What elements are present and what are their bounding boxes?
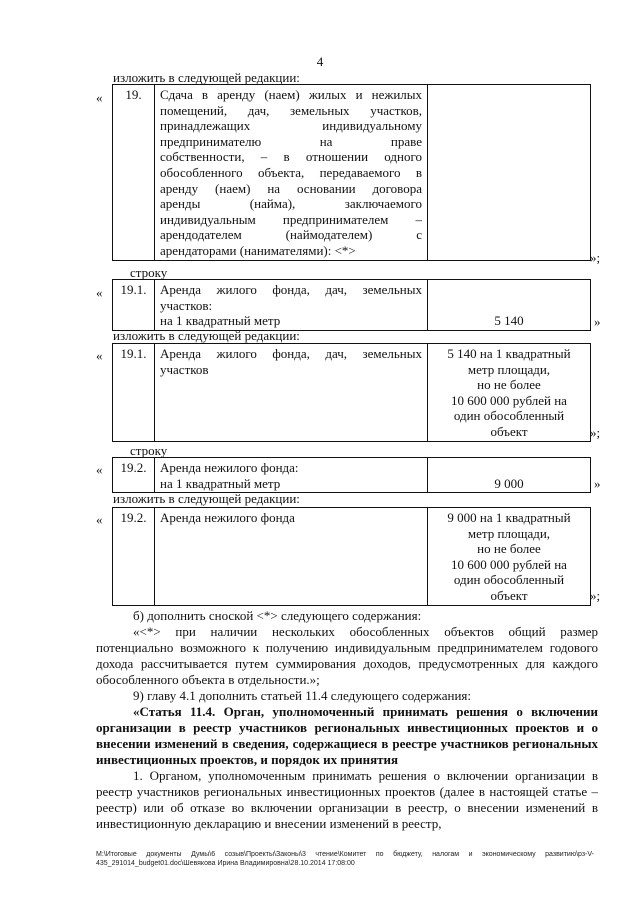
row-value (428, 85, 591, 261)
value-line: 9 000 на 1 квадратный (447, 510, 571, 525)
row-number: 19.2. (113, 458, 155, 493)
open-quote: « (96, 512, 103, 527)
article-title-text: «Статья 11.4. Орган, уполномоченный принимать решения о включении организации в реестр участников региональных инвестиционных проектов и о внесении изменений в сведения, содержащиеся в реестре участников региональных инвестиционных проектов, и порядок их принятия (96, 704, 598, 767)
table-row-19-2-old (112, 457, 591, 493)
desc-line: собственности, – в отношении одного (160, 149, 422, 165)
value-line: 5 140 на 1 квадратный (447, 346, 571, 361)
paragraph-text: 9) главу 4.1 дополнить статьей 11.4 следующего содержания: (133, 688, 472, 703)
desc-line: предпринимателю на праве (160, 133, 422, 149)
replace-label: изложить в следующей редакции: (113, 491, 300, 506)
paragraph-b (96, 608, 598, 624)
value-line: объект (490, 423, 528, 439)
row-description (155, 508, 428, 606)
desc-line: помещений, дач, земельных участков, (160, 102, 422, 118)
desc-line: на 1 квадратный метр (160, 475, 281, 491)
replace-label: изложить в следующей редакции: (113, 328, 300, 343)
row-label: строку (130, 443, 168, 458)
paragraph-text: б) дополнить сноской <*> следующего содержания: (133, 608, 422, 623)
paragraph-9 (96, 688, 598, 704)
desc-line: участков (160, 361, 209, 377)
page-number: 4 (316, 54, 324, 69)
desc-line: на 1 квадратный метр (160, 313, 281, 329)
table-row-19-2-new (112, 507, 591, 606)
row-number: 19.1. (113, 344, 155, 442)
paragraph-1 (96, 768, 598, 832)
desc-line: принадлежащих индивидуальному (160, 118, 422, 134)
row-value: 5 140 (428, 280, 591, 331)
desc-line: участков: (160, 297, 213, 313)
row-number: 19.1. (113, 280, 155, 331)
row-description (155, 280, 428, 331)
row-description (155, 458, 428, 493)
close-quote: »; (590, 588, 601, 603)
row-description (155, 344, 428, 442)
close-quote: » (594, 314, 601, 329)
desc-line: Сдача в аренду (наем) жилых и нежилых (160, 87, 422, 102)
paragraph-text: 1. Органом, уполномоченным принимать решения о включении организации в реестр участников региональных инвестиционных проектов (далее в настоящей статье – реестр) или об отказе во включении организации в реестр, о внесении изменений в инвестиционную декларацию и внесении изменений в реестр, (96, 768, 598, 831)
open-quote: « (96, 285, 103, 300)
table-row-19-1-new (112, 343, 591, 442)
close-quote: » (594, 476, 601, 491)
footer-line: M:\Итоговые документы Думы\6 созыв\Проекты\Законы\3 чтение\Комитет по бюджету, налогам и экономическому развитию\рз-V- (96, 851, 594, 858)
desc-line: арендодателем (наймодателем) с (160, 227, 422, 243)
desc-line: Аренда жилого фонда, дач, земельных (160, 282, 422, 297)
article-title (96, 704, 598, 768)
row-value: 9 000 (428, 458, 591, 493)
open-quote: « (96, 462, 103, 477)
row-value (428, 344, 591, 442)
desc-line: индивидуальным предпринимателем – (160, 211, 422, 227)
desc-line: арендаторами (нанимателями): <*> (160, 242, 356, 258)
row-number: 19. (113, 85, 155, 261)
row-label: строку (130, 265, 168, 280)
desc-line: обособленного объекта, передаваемого в (160, 164, 422, 180)
desc-line: Аренда нежилого фонда: (160, 460, 299, 475)
row-description (155, 85, 428, 261)
desc-line: аренду (наем) на основании договора (160, 180, 422, 196)
row-value (428, 508, 591, 606)
desc-line: Аренда нежилого фонда (160, 510, 295, 525)
desc-line: аренды (найма), заключаемого (160, 196, 422, 212)
value-line: но не более (477, 377, 541, 393)
open-quote: « (96, 348, 103, 363)
value-line: метр площади, (467, 361, 551, 377)
value-line: объект (490, 587, 528, 603)
file-path-footer (96, 850, 594, 868)
value-line: 10 600 000 рублей на (451, 392, 567, 408)
close-quote: »; (590, 250, 601, 265)
footer-line: 435_291014_budget01.doc\Шевякова Ирина Владимировна\28.10.2014 17:08:00 (96, 860, 355, 867)
value-line: но не более (477, 541, 541, 557)
value-line: один обособленный (453, 572, 565, 588)
replace-label: изложить в следующей редакции: (113, 70, 300, 85)
desc-line: Аренда жилого фонда, дач, земельных (160, 346, 422, 361)
value-line: один обособленный (453, 408, 565, 424)
open-quote: « (96, 90, 103, 105)
close-quote: »; (590, 425, 601, 440)
table-row-19-1-old (112, 279, 591, 331)
value-line: метр площади, (467, 525, 551, 541)
paragraph-text: «<*> при наличии нескольких обособленных объектов общий размер потенциально возможного к получению индивидуальным предпринимателем годового дохода рассчитывается путем суммирования доходов, предусмотренных для каждого обособленного объекта в отдельности.»; (96, 624, 598, 687)
row-number: 19.2. (113, 508, 155, 606)
value-line: 10 600 000 рублей на (451, 556, 567, 572)
footnote-paragraph (96, 624, 598, 688)
table-row-19 (112, 84, 591, 261)
